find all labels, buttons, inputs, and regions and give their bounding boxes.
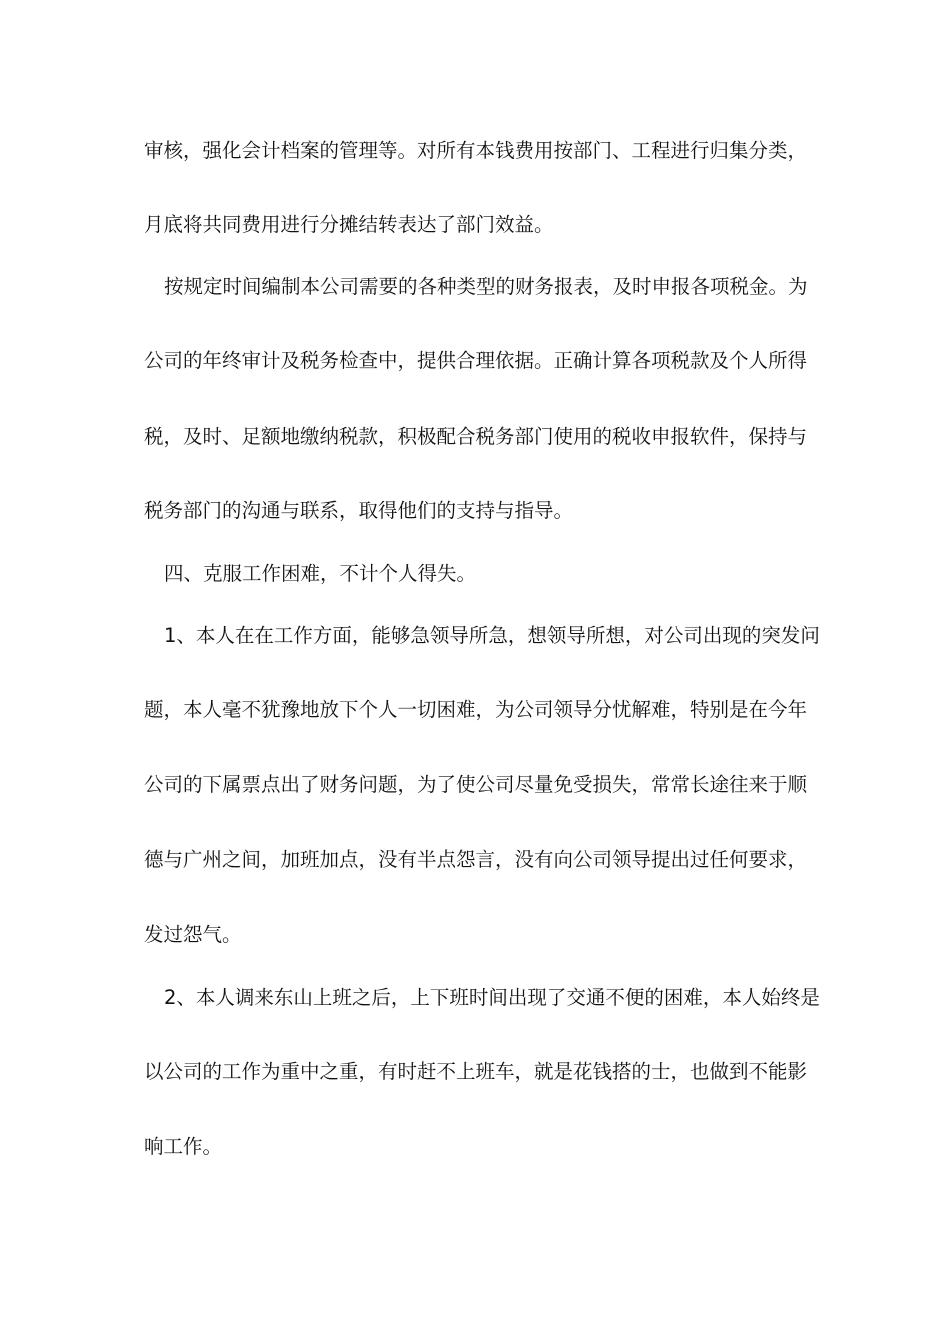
body-text-line: 响工作。 [144, 1135, 223, 1158]
body-text-line: 税，及时、足额地缴纳税款，积极配合税务部门使用的税收申报软件，保持与 [144, 425, 808, 448]
body-text-line: 题，本人毫不犹豫地放下个人一切困难，为公司领导分忧解难，特别是在今年 [144, 698, 808, 721]
body-text-line: 以公司的工作为重中之重，有时赶不上班车，就是花钱搭的士，也做到不能影 [144, 1060, 808, 1083]
body-text-line: 审核，强化会计档案的管理等。对所有本钱费用按部门、工程进行归集分类， [144, 139, 808, 162]
body-text-line: 公司的年终审计及税务检查中，提供合理依据。正确计算各项税款及个人所得 [144, 349, 808, 372]
list-item-2-line: 2、本人调来东山上班之后，上下班时间出现了交通不便的困难，本人始终是 [164, 986, 820, 1009]
body-text-line: 德与广州之间，加班加点，没有半点怨言，没有向公司领导提出过任何要求， [144, 848, 808, 871]
body-text-line: 发过怨气。 [144, 923, 242, 946]
paragraph-start-line: 按规定时间编制本公司需要的各种类型的财务报表，及时申报各项税金。为 [164, 275, 808, 298]
section-heading: 四、克服工作困难，不计个人得失。 [164, 562, 477, 585]
body-text-line: 月底将共同费用进行分摊结转表达了部门效益。 [144, 213, 554, 236]
list-item-1-line: 1、本人在在工作方面，能够急领导所急，想领导所想，对公司出现的突发问 [164, 624, 820, 647]
body-text-line: 税务部门的沟通与联系，取得他们的支持与指导。 [144, 499, 574, 522]
body-text-line: 公司的下属票点出了财务问题，为了使公司尽量免受损失，常常长途往来于顺 [144, 773, 808, 796]
